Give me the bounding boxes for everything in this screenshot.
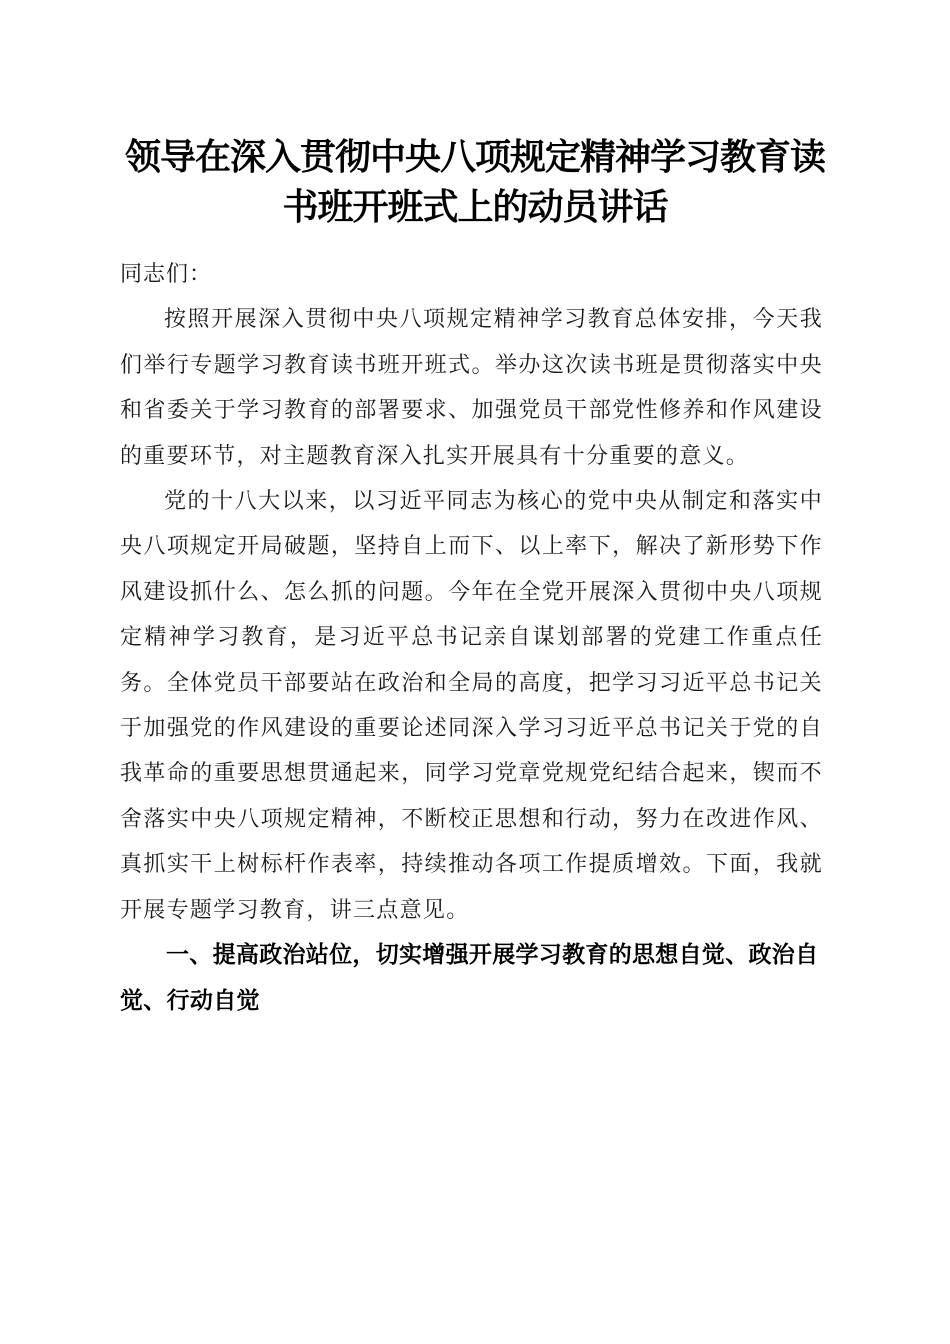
document-body (120, 252, 823, 1024)
section-heading-1: 一、提高政治站位，切实增强开展学习教育的思想自觉、政治自觉、行动自觉 (120, 942, 819, 1014)
document-title-line-2: 书班开班式上的动员讲话 (282, 186, 668, 228)
document-title-line-1: 领导在深入贯彻中央八项规定精神学习教育读 (124, 136, 825, 178)
paragraph-background: 党的十八大以来，以习近平同志为核心的党中央从制定和落实中央八项规定开局破题，坚持自上而下、以上率下，解决了新形势下作风建设抓什么、怎么抓的问题。今年在全党开展深入贯彻中央八项规定精神学习教育，是习近平总书记亲自谋划部署的党建工作重点任务。全体党员干部要站在政治和全局的高度，把学习习近平总书记关于加强党的作风建设的重要论述同深入学习习近平总书记关于党的自我革命的重要思想贯通起来，同学习党章党规党纪结合起来，锲而不舍落实中央八项规定精神，不断校正思想和行动，努力在改进作风、真抓实干上树标杆作表率，持续推动各项工作提质增效。下面，我就开展专题学习教育，讲三点意见。 (120, 489, 823, 923)
paragraph-intro: 按照开展深入贯彻中央八项规定精神学习教育总体安排，今天我们举行专题学习教育读书班开班式。举办这次读书班是贯彻落实中央和省委关于学习教育的部署要求、加强党员干部党性修养和作风建设的重要环节，对主题教育深入扎实开展具有十分重要的意义。 (120, 307, 823, 469)
document-title (110, 132, 840, 232)
salutation: 同志们： (120, 262, 213, 287)
